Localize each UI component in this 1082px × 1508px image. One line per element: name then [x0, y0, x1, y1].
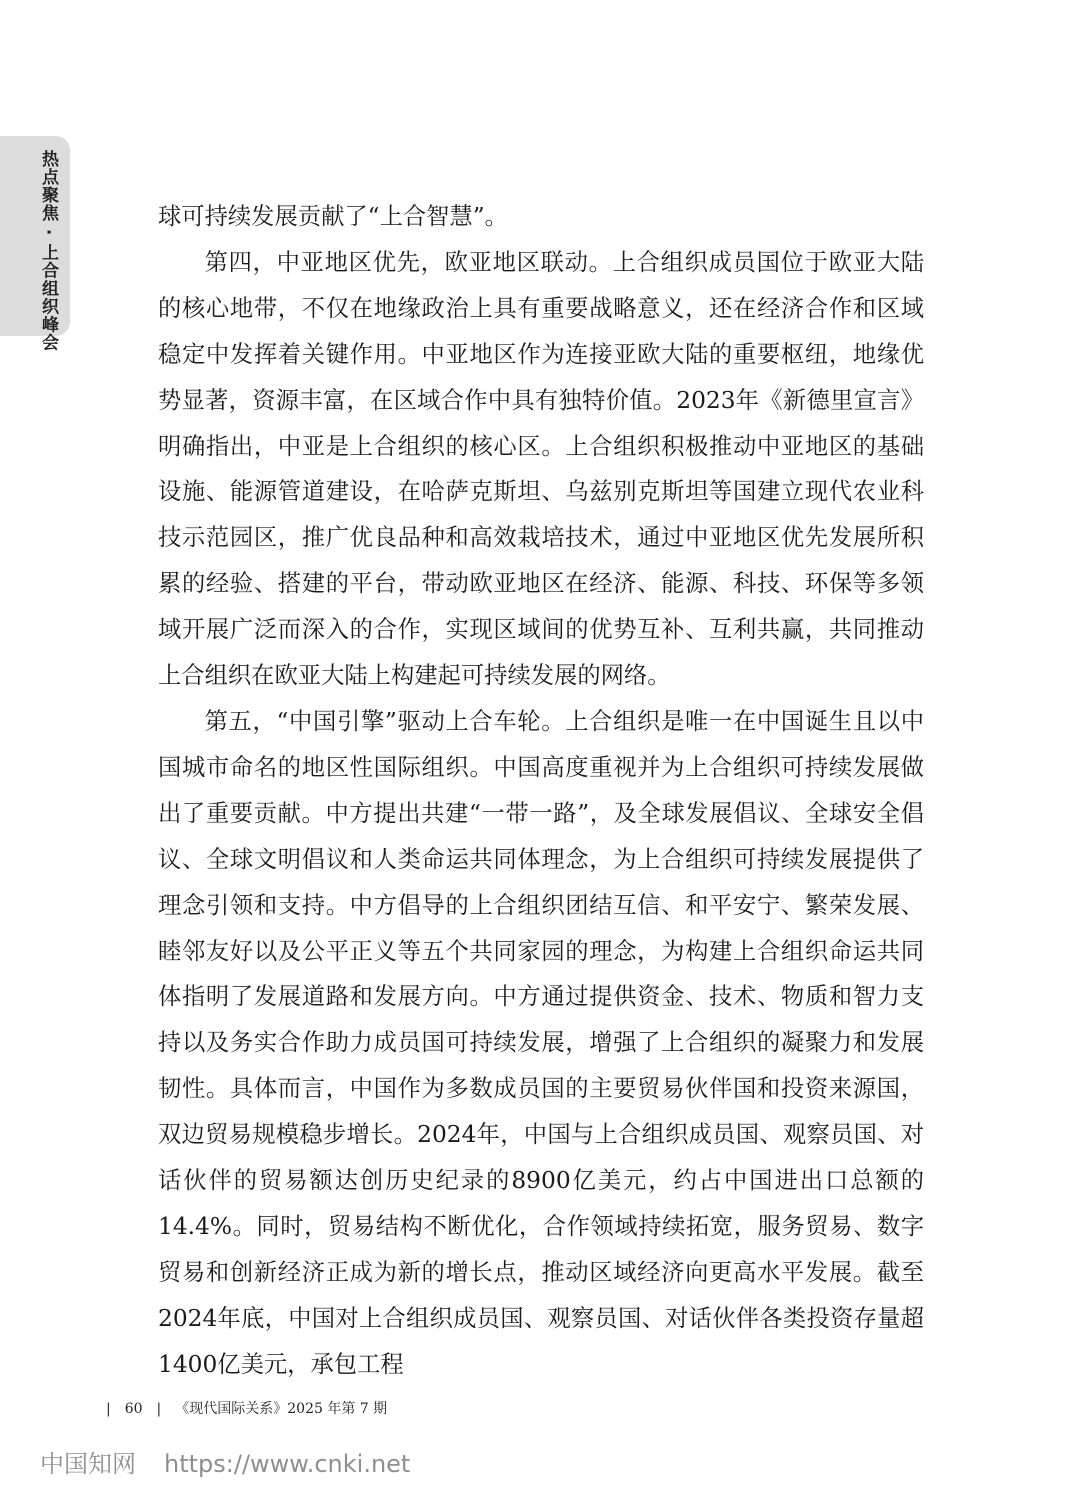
watermark	[40, 1444, 410, 1479]
paragraph-fifth-point: 第五，“中国引擎”驱动上合车轮。上合组织是唯一在中国诞生且以中国城市命名的地区性国际组织。中国高度重视并为上合组织可持续发展做出了重要贡献。中方提出共建“一带一路”，及全球发展倡议、全球安全倡议、全球文明倡议和人类命运共同体理念，为上合组织可持续发展提供了理念引领和支持。中方倡导的上合组织团结互信、和平安宁、繁荣发展、睦邻友好以及公平正义等五个共同家园的理念，为构建上合组织命运共同体指明了发展道路和发展方向。中方通过提供资金、技术、物质和智力支持以及务实合作助力成员国可持续发展，增强了上合组织的凝聚力和发展韧性。具体而言，中国作为多数成员国的主要贸易伙伴国和投资来源国，双边贸易规模稳步增长。2024年，中国与上合组织成员国、观察员国、对话伙伴的贸易额达创历史纪录的8900亿美元，约占中国进出口总额的14.4%。同时，贸易结构不断优化，合作领域持续拓宽，服务贸易、数字贸易和创新经济正成为新的增长点，推动区域经济向更高水平发展。截至2024年底，中国对上合组织成员国、观察员国、对话伙伴各类投资存量超1400亿美元，承包工程	[158, 707, 924, 1378]
section-tab-label: 热点聚焦 · 上合组织峰会	[38, 150, 58, 352]
footer-divider: |	[106, 1401, 111, 1417]
page-number: 60	[124, 1401, 143, 1417]
article-body	[158, 194, 924, 1388]
watermark-url: https://www.cnki.net	[164, 1450, 411, 1478]
footer-divider: |	[156, 1401, 162, 1417]
paragraph-fourth-point: 第四，中亚地区优先，欧亚地区联动。上合组织成员国位于欧亚大陆的核心地带，不仅在地缘政治上具有重要战略意义，还在经济合作和区域稳定中发挥着关键作用。中亚地区作为连接亚欧大陆的重要枢纽，地缘优势显著，资源丰富，在区域合作中具有独特价值。2023年《新德里宣言》明确指出，中亚是上合组织的核心区。上合组织积极推动中亚地区的基础设施、能源管道建设，在哈萨克斯坦、乌兹别克斯坦等国建立现代农业科技示范园区，推广优良品种和高效栽培技术，通过中亚地区优先发展所积累的经验、搭建的平台，带动欧亚地区在经济、能源、科技、环保等多领域开展广泛而深入的合作，实现区域间的优势互补、互利共赢，共同推动上合组织在欧亚大陆上构建起可持续发展的网络。	[158, 248, 924, 690]
page-footer	[106, 1398, 387, 1418]
paragraph-continuation: 球可持续发展贡献了“上合智慧”。	[158, 203, 508, 230]
journal-issue: 《现代国际关系》2025 年第 7 期	[175, 1401, 388, 1417]
watermark-brand: 中国知网	[40, 1450, 136, 1478]
